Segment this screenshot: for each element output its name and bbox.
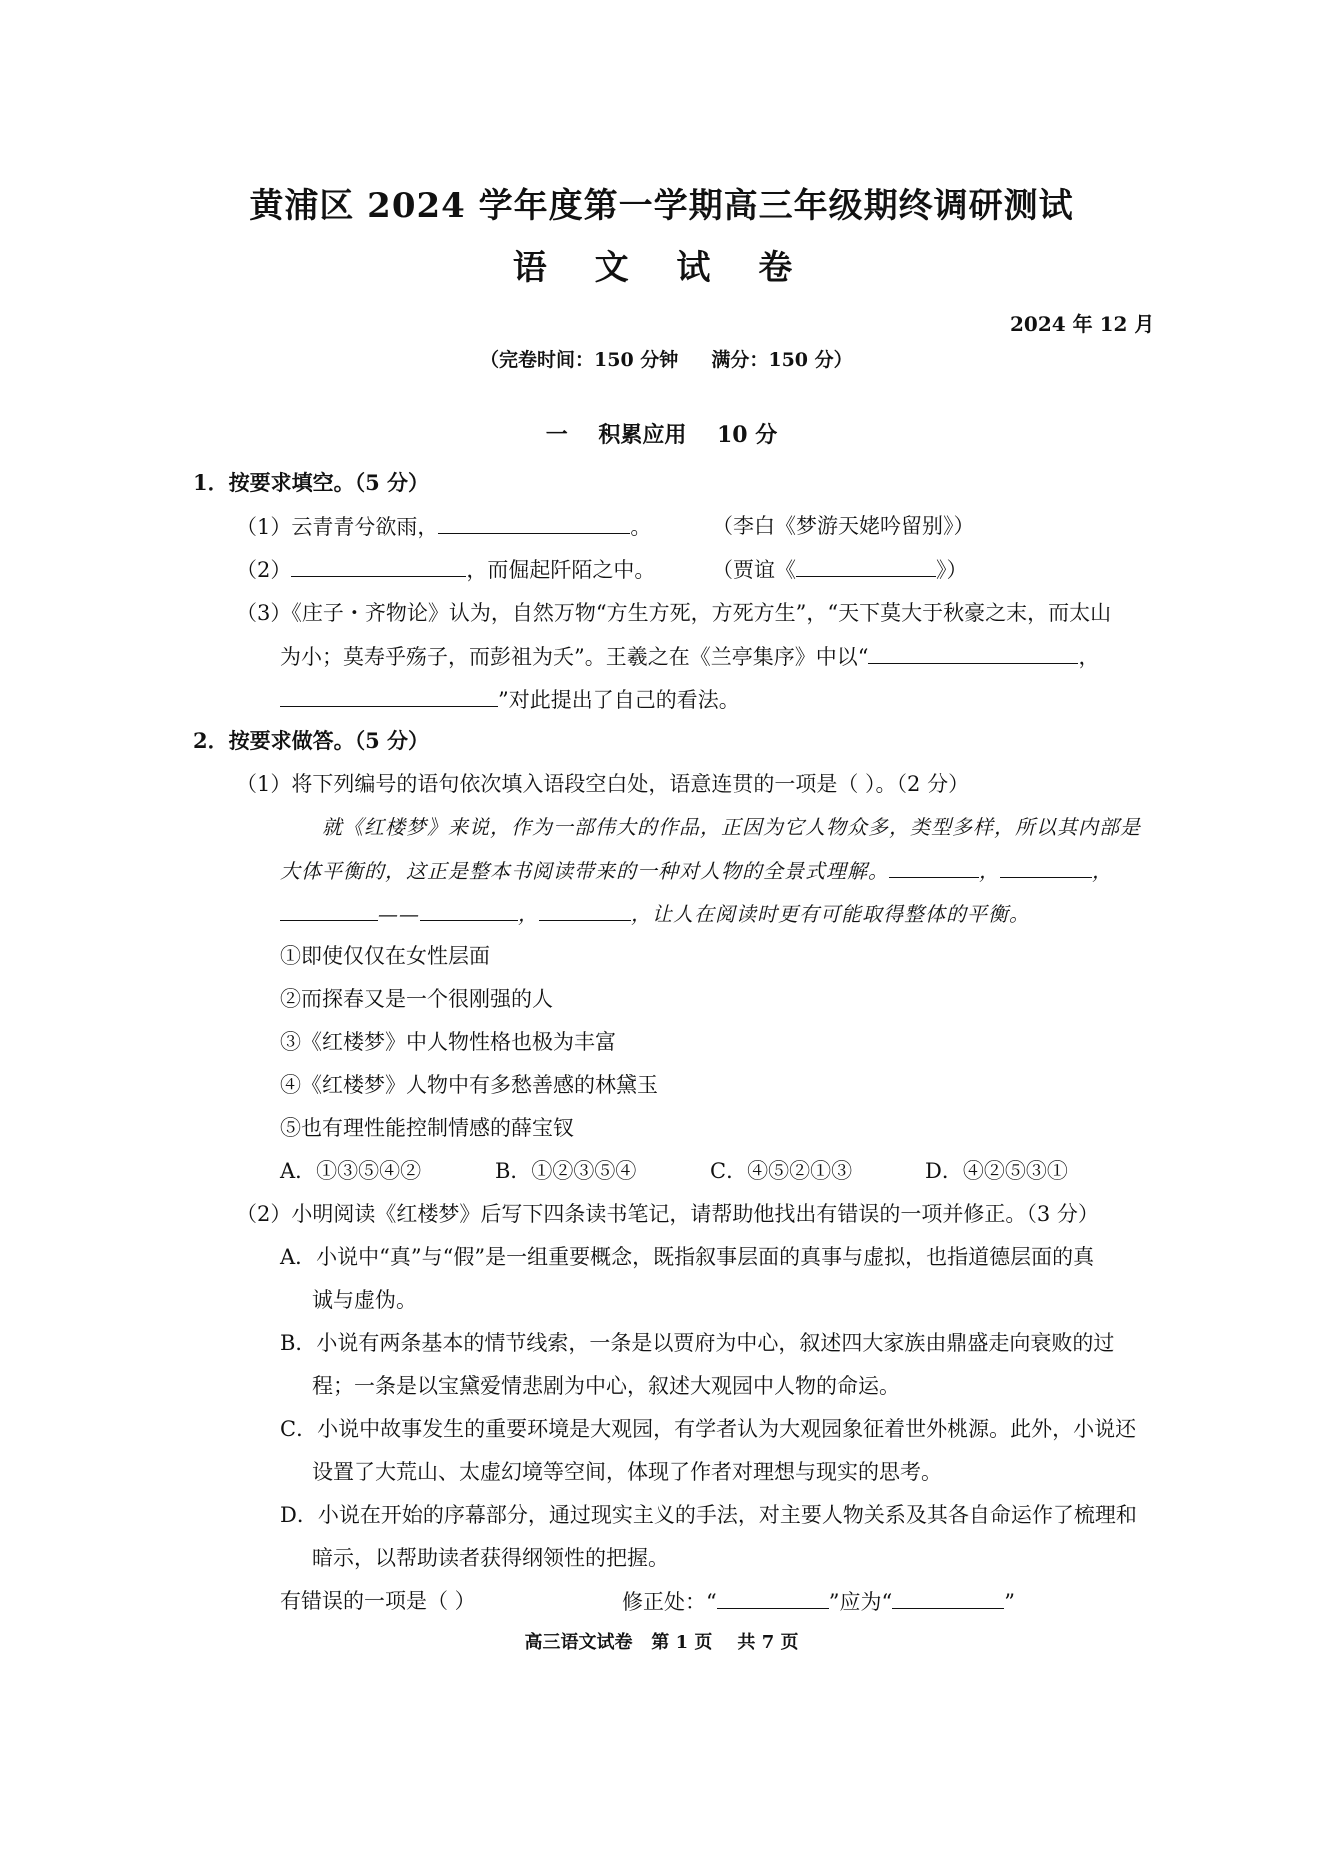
choice-option-a[interactable]: A．①③⑤④② (280, 1159, 422, 1183)
note-d-line1: D．小说在开始的序幕部分，通过现实主义的手法，对主要人物关系及其各自命运作了梳理和 (280, 1503, 1137, 1527)
sentence-item: ②而探春又是一个很刚强的人 (280, 987, 553, 1011)
note-c-line1: C．小说中故事发生的重要环境是大观园，有学者认为大观园象征着世外桃源。此外，小说还 (280, 1417, 1137, 1441)
sentence-item: ④《红楼梦》人物中有多愁善感的林黛玉 (280, 1073, 658, 1097)
answer-blank[interactable] (889, 855, 979, 878)
answer-blank[interactable] (438, 511, 630, 534)
answer-line: 有错误的一项是（ ） (280, 1589, 476, 1613)
note-b-line1: B．小说有两条基本的情节线索，一条是以贾府为中心，叙述四大家族由鼎盛走向衰败的过 (280, 1331, 1115, 1355)
page-footer: 高三语文试卷 第 1 页 共 7 页 (524, 1632, 799, 1653)
answer-blank[interactable] (291, 554, 466, 577)
choice-option-d[interactable]: D．④②⑤③① (925, 1159, 1068, 1183)
q1-sub3-line1: （3）《庄子・齐物论》认为，自然万物“方生方死，方死方生”，“天下莫大于秋豪之末，而太山 (236, 601, 1112, 625)
answer-blank[interactable] (280, 898, 378, 921)
sentence-item: ③《红楼梦》中人物性格也极为丰富 (280, 1030, 616, 1054)
q1-sub1-source: （李白《梦游天姥吟留别》） (712, 514, 975, 538)
sentence-item: ⑤也有理性能控制情感的薛宝钗 (280, 1116, 574, 1140)
exam-time-info: （完卷时间：150 分钟 满分：150 分） (480, 349, 853, 371)
q1-sub1: （1）云青青兮欲雨， 。 (236, 511, 651, 542)
choice-option-b[interactable]: B．①②③⑤④ (495, 1159, 637, 1183)
note-d-line2: 暗示，以帮助读者获得纲领性的把握。 (312, 1546, 669, 1570)
sentence-item: ①即使仅仅在女性层面 (280, 944, 490, 968)
question-2-heading: 2．按要求做答。（5 分） (193, 728, 430, 753)
answer-blank[interactable] (420, 898, 518, 921)
answer-blank[interactable] (539, 898, 631, 921)
answer-blank[interactable] (1000, 855, 1092, 878)
question-1-heading: 1．按要求填空。（5 分） (193, 470, 430, 495)
exam-subtitle: 语 文 试 卷 (512, 248, 811, 288)
q1-sub2: （2） ，而倔起阡陌之中。 (236, 554, 655, 585)
exam-title: 黄浦区 2024 学年度第一学期高三年级期终调研测试 (249, 186, 1074, 226)
note-b-line2: 程；一条是以宝黛爱情悲剧为中心，叙述大观园中人物的命运。 (312, 1374, 900, 1398)
q2-part2-heading: （2）小明阅读《红楼梦》后写下四条读书笔记，请帮助他找出有错误的一项并修正。（3 分） (236, 1202, 1099, 1226)
passage-line1: 就《红楼梦》来说，作为一部伟大的作品，正因为它人物众多，类型多样，所以其内部是 (322, 815, 1141, 839)
note-c-line2: 设置了大荒山、太虚幻境等空间，体现了作者对理想与现实的思考。 (312, 1460, 942, 1484)
note-a-line2: 诚与虚伪。 (312, 1288, 417, 1312)
answer-blank[interactable] (717, 1586, 829, 1609)
q1-sub3-line3: ”对此提出了自己的看法。 (280, 684, 740, 715)
correction-line: 修正处：“ ”应为“ ” (622, 1586, 1015, 1617)
passage-line3: —— ， ，让人在阅读时更有可能取得整体的平衡。 (280, 898, 1030, 929)
answer-blank[interactable] (280, 684, 498, 707)
choice-option-c[interactable]: C．④⑤②①③ (710, 1159, 853, 1183)
answer-blank[interactable] (796, 554, 936, 577)
q1-sub3-line2: 为小；莫寿乎殇子，而彭祖为夭”。王羲之在《兰亭集序》中以“ ， (280, 641, 1099, 672)
q2-part1-heading: （1）将下列编号的语句依次填入语段空白处，语意连贯的一项是（ ）。（2 分） (236, 772, 970, 796)
passage-line2: 大体平衡的，这正是整本书阅读带来的一种对人物的全景式理解。 ， ， (280, 855, 1113, 886)
section-heading: 一 积累应用 10 分 (545, 422, 778, 448)
q1-sub2-source: （贾谊《 》） (712, 554, 968, 585)
answer-blank[interactable] (868, 641, 1078, 664)
note-a-line1: A．小说中“真”与“假”是一组重要概念，既指叙事层面的真事与虚拟，也指道德层面的真 (280, 1245, 1095, 1269)
exam-date: 2024 年 12 月 (1010, 312, 1155, 336)
answer-blank[interactable] (892, 1586, 1004, 1609)
